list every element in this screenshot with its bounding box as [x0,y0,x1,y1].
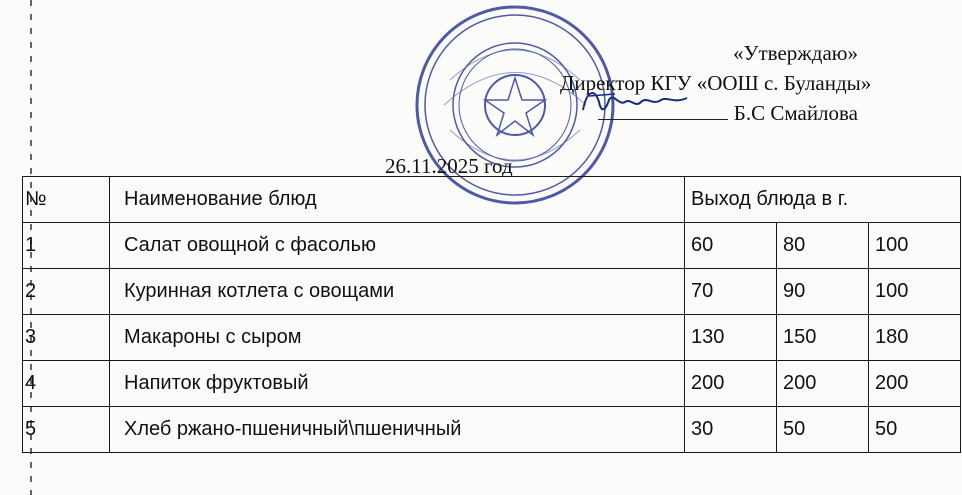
dish-name: Хлеб ржано-пшеничный\пшеничный [110,407,685,453]
table-row [23,269,961,315]
dish-name: Салат овощной с фасолью [110,223,685,269]
row-number: 1 [23,223,110,269]
weight-2: 200 [777,361,869,407]
table-row [23,407,961,453]
weight-1: 70 [685,269,777,315]
row-number: 4 [23,361,110,407]
row-number: 2 [23,269,110,315]
dish-name: Куринная котлета с овощами [110,269,685,315]
weight-3: 180 [869,315,961,361]
weight-2: 150 [777,315,869,361]
handwritten-signature [575,82,695,122]
header-number: № [23,177,110,223]
weight-1: 200 [685,361,777,407]
weight-1: 130 [685,315,777,361]
table-row [23,361,961,407]
weight-2: 50 [777,407,869,453]
director-title: Директор КГУ «ООШ с. Буланды» [560,71,872,95]
weight-3: 200 [869,361,961,407]
menu-table [22,176,961,453]
header-output: Выход блюда в г. [685,177,961,223]
approval-title: «Утверждаю» [733,41,858,65]
document-date: 26.11.2025 год [385,154,513,178]
table-row [23,223,961,269]
table-header-row [23,177,961,223]
dish-name: Макароны с сыром [110,315,685,361]
director-name: Б.С Смайлова [733,101,858,125]
header-dish-name: Наименование блюд [110,177,685,223]
table-row [23,315,961,361]
weight-1: 30 [685,407,777,453]
weight-3: 100 [869,269,961,315]
weight-2: 80 [777,223,869,269]
weight-2: 90 [777,269,869,315]
weight-1: 60 [685,223,777,269]
row-number: 5 [23,407,110,453]
row-number: 3 [23,315,110,361]
weight-3: 50 [869,407,961,453]
weight-3: 100 [869,223,961,269]
dish-name: Напиток фруктовый [110,361,685,407]
